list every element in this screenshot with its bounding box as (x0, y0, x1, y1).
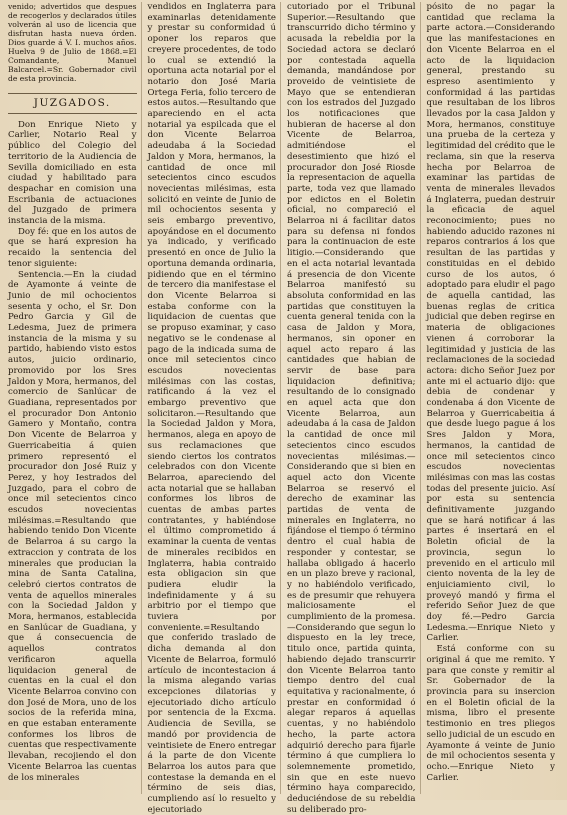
notice-ending: venido; advertidos que despues de recogerlos y declarados útiles volverán al uso de licencia que disfrutan hasta nueva órden. Dios guarde á V. I. muchos años. Huelva 9 de Julio de 1868.=El Comandante, Manuel Balcarcel.=Sr. Gobernador civil de esta provincia. (8, 2, 137, 83)
column-4 (427, 2, 560, 794)
text-columns (8, 2, 559, 815)
column-4-text: pósito de no pagar la cantidad que reclama la parte actora.—Considerando que las manifestaciones en don Vicente Belarroa en el acto de la liquidacion general, prestando su espreso asentimiento y conformidad á las partidas que resultaban de los libros llevados por la casa Jaldon y Mora, hermanos, constituye una prueba de la certeza y legitimidad del crédito que le reclama, sin que la reserva hecha por Belarroa de examinar las partidas de venta de minerales llevados á Inglaterra, puedan destruir la eficacia de aquel reconocimiento; pues no habiendo aducido razones ni reparos contrarios á los que resultan de las partidas y constituidas en el debido curso de los autos, ó adoptado para eludir el pago de aquella cantidad, las buenas reglas de critica judicial que deben regirse en materia de obligaciones vienen á corroborar la legitimidad y justicia de las reclamaciones de la sociedad actora: dicho Señor Juez por ante mi el actuario dijo: que debia de condenar y condenaba á don Vicente de Belarroa y Guerricabeitia á que desde luego pague á los Sres Jaldon y Mora, hermanos, la cantidad de once mil setecientos cinco escudos novecientas milésimas con mas las costas todas del presente juicio. Así por esta su sentencia definitivamente juzgando que se hará notificar á las partes é insertará en el Boletin oficial de la provincia, segun lo prevenido en el articulo mil ciento noventa de la ley de enjuiciamiento civil, lo proveyó mandó y firma el referido Señor Juez de que doy fé.—Pedro Garcia Ledesma.—Enrique Nieto y Carlier. (426, 2, 555, 644)
column-2-text: vendidos en Inglaterra para examinarlas detenidamente y prestar su conformidad ú oponer los reparos que creyere procedentes, de todo lo cual se extendió la oportuna acta notarial por el notario don José Maria Ortega Feria, folio tercero de estos autos.—Resultando que apareciendo en el acta notarial ya espilcada que el don Vicente Belarroa adeudaba á la Sociedad Jaldon y Mora, hermanos, la cantidad de once mil setecientos cinco escudos novecientas milésimas, esta solicitó en veinte de Junio de mil ochocientos sesenta y seis embargo preventivo, apoyándose en el documento ya indicado, y verificado presentó en once de Julio la oportuna demanda ordinaria, pidiendo que en el término de tercero dia manifestase el don Vicente Belarroa si estaba conforme con la liquidacion de cuentas que se propuso examinar, y caso negativo se le condenase al pago de la indicada suma de once mil setecientos cinco escudos novecientas milésimas con las costas, ratificando á la vez el embargo preventivo que solicitaron.—Resultando que la Sociedad Jaldon y Mora, hermanos, alega en apoyo de sus reclamaciones que siendo ciertos los contratos celebrados con don Vicente Belarroa, apareciendo del acta notarial que se hallaban conformes los libros de cuentas de ambas partes contratantes, y habiéndose el último comprometido á examinar la cuenta de ventas de minerales recibidos en Inglaterra, habia contraido esta obligacion sin que pudiera eludir la indefinidamente y á su arbitrio por el tiempo que tuviera por conveniente.=Resultando que conferido traslado de dicha demanda al don Vicente de Belarroa, formuló artículo de incontestacion á la misma alegando varias excepciones dilatorias y ejecutoriado dicho artículo por sentencia de la Excma. Audiencia de Sevilla, se mandó por providencia de veintisiete de Enero entregar á la parte de don Vicente Belarroa los autos para que contestase la demanda en el término de seis dias, cumpliendo así lo resuelto y ejecutoriado (147, 2, 276, 815)
section-heading-juzgados: JUZGADOS. (8, 93, 137, 114)
column-3 (287, 2, 421, 815)
certification-paragraph: Está conforme con su original á que me remito. Y para que conste y remitir al Sr. Gobernador de la provincia para su insercion en el Boletin oficial de la misma, libro el presente testimonio en tres pliegos sello judicial de un escudo en Ayamonte á veinte de Junio de mil ochocientos sesenta y ocho.—Enrique Nieto y Carlier. (426, 644, 556, 783)
notary-intro: Don Enrique Nieto y Carlier, Notario Real y público del Colegio del territorio de la Audiencia de Sevilla domiciliado en esta ciudad y habilitado para despachar en comision una Escribania de actuaciones del Juzgado de primera instancia de la misma. (8, 119, 137, 227)
column-3-text: cutoriado por el Tribunal Superior.—Resultando que transcurrido dicho término y acusada la rebeldia por la Sociedad actora se declaró por contestada aquella demanda, mandándose por proveido de veintisiete de Mayo que se entendieran con los estrados del Juzgado los notificaciones que hubieran de hacerse al don Vicente de Belarroa, admitiéndose el desestimiento que hizó el procurador don José Riosde la representacion de aquella parte, toda vez que llamado por edictos en el Boletin oficial, no compareció el Belarroa ni á facilitar datos para su defensa ni fondos para la continuacion de este litigio.—Considerando que en el acta notarial levantada á presencia de don Vicente Belarroa manifestó su absoluta conformidad en las partidas que constituyen la cuenta general tenida con la casa de Jaldon y Mora, hermanos, sin oponer en aquel acto reparo á las cantidades que habian de servir de base para liquidacion definitiva; resultando de lo consignado en aquel acta que don Vicente Belarroa, aun adeudaba á la casa de Jaldon la cantidad de once mil setecientos cinco escudos novecientas milésimas.—Considerando que si bien en aquel acto don Vicente Belarroa se reservó el derecho de examinar las partidas de venta de minerales en Inglaterra, no fijándose el tiempo ó término dentro el cual habia de responder y contestar, se hallaba obligado á hacerlo en un plazo breve y racional, y no habiéndolo verificado, es de presumir que rehuyera maliciosamente el cumplimiento de la promesa.—Considerando que segun lo dispuesto en la ley trece, titulo once, partida quinta, habiendo dejado transcurrir don Vicente Belarroa tanto tiempo dentro del cual equitativa y racionalmente, ó prestar en conformidad ó alegar reparos á aquellas cuentas, y no habiéndolo hecho, la parte actora adquirió derecho para fijarle término á que cumpliera lo solemnemente prometido, sin que en este nuevo término haya comparecido, deduciéndose de su rebeldia su deliberado pro- (287, 2, 416, 815)
column-1 (8, 2, 142, 794)
column-2 (147, 2, 282, 815)
sentence-paragraph: Sentencia.—En la ciudad de Ayamonte á veinte de Junio de mil ochocientos sesenta y ocho, el Sr. Don Pedro Garcia y Gil de Ledesma, Juez de primera instancia de la misma y su partido, habiendo visto estos autos, juicio ordinario, promovido por los Sres Jaldon y Mora, hermanos, del comercio de Sanlúcar de Guadiana, representados por el procurador Don Antonio Gamero y Montaño, contra Don Vicente de Belarroa y Guerricabeitia á quien primero representó el procurador don José Ruiz y Perez, y hoy Iestrados del Juzgado, para el cobro de once mil setecientos cinco escudos novecientas milésimas.=Resultando que habiendo tenido Don Vicente de Belarroa á su cargo la extraccion y contrata de los minerales que producian la mina de Santa Catalina, celebró ciertos contratos de venta de aquellos minerales con la Sociedad Jaldon y Mora, hermanos, establecida en Sanlúcar de Guadiana, y que á consecuencia de aquellos contratos verificaron aquella liquidacion general de cuentas en la cual el don Vicente Belarroa convino con don José de Mora, uno de los socios de la referida mina, en que estaban enteramente conformes los libros de cuentas que respectivamente llevaban, recojiendo el don Vicente Belarroa las cuentas de los minerales (8, 269, 137, 783)
doy-fe-paragraph: Doy fé: que en los autos de que se hará expresion ha recaido la sentencia del tenor siguiente: (8, 226, 137, 269)
